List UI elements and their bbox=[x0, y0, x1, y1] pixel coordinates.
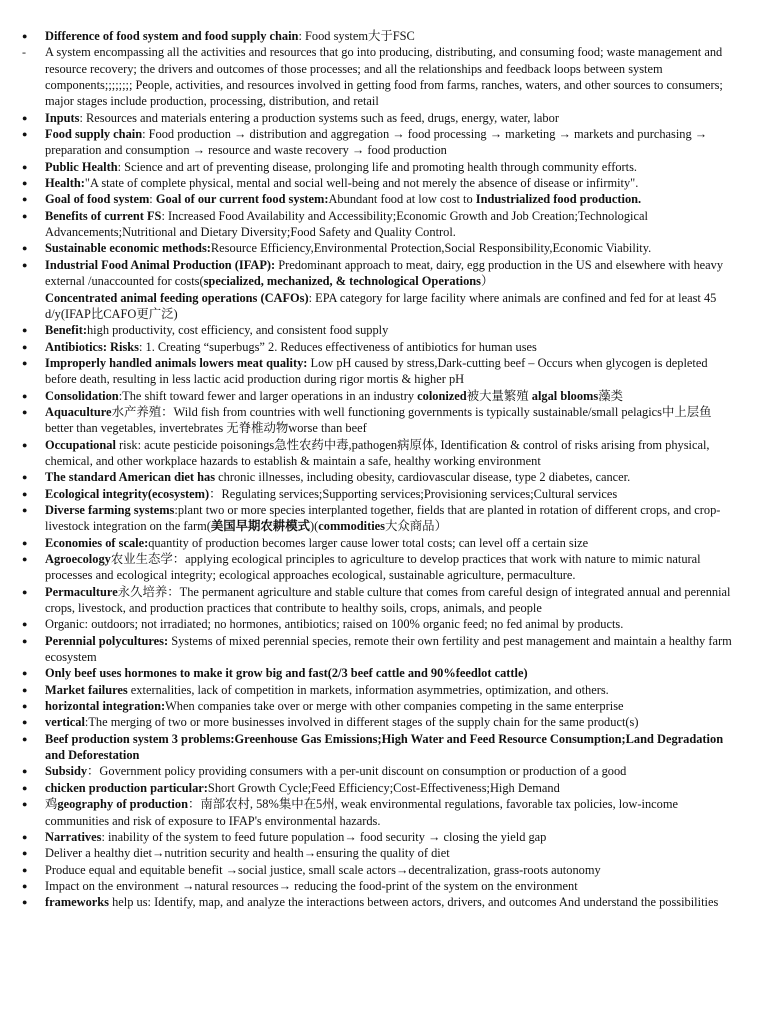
list-item bbox=[22, 388, 742, 404]
item-text: : Food system大于FSC bbox=[298, 29, 415, 43]
list-item bbox=[22, 780, 742, 796]
list-item bbox=[22, 486, 742, 502]
list-item bbox=[22, 796, 742, 829]
item-text: ：Government policy providing consumers with a per-unit discount on consumption or production of a good bbox=[87, 764, 627, 779]
item-text: externalities, lack of competition in markets, information asymmetries, optimization, and others. bbox=[127, 682, 609, 697]
list-item bbox=[22, 535, 742, 551]
item-text: Resource Efficiency,Environmental Protection,Social Responsibility,Economic Viability. bbox=[210, 241, 652, 256]
list-item bbox=[22, 175, 742, 191]
term-label: chicken production particular: bbox=[45, 780, 208, 795]
term-label: Goal of food system bbox=[45, 192, 150, 207]
item-text: Impact on the environment →natural resources→ reducing the food-print of the system on the environment bbox=[45, 878, 578, 893]
list-item bbox=[22, 355, 742, 388]
term-label: Economies of scale: bbox=[45, 535, 149, 550]
list-item bbox=[22, 339, 742, 355]
bullet-icon bbox=[22, 535, 45, 552]
list-item bbox=[22, 208, 742, 241]
item-text: 永久培养：The permanent agriculture and stable culture that comes from careful design of integrated annual and perennial crops, livestock, and production practices that contribute to healthy soils, crops, animals, and people bbox=[45, 584, 731, 616]
bullet-icon bbox=[22, 894, 45, 911]
bullet-icon bbox=[22, 551, 45, 568]
item-text: : Food production → distribution and aggregation → food processing → marketing → markets and purchasing → preparation and consumption → resource and waste recovery → food production bbox=[45, 127, 708, 158]
bullet-icon bbox=[22, 698, 45, 715]
term-label: Antibiotics: Risks bbox=[45, 339, 139, 354]
bullet-icon bbox=[22, 126, 45, 143]
item-text: high productivity, cost efficiency, and consistent food supply bbox=[86, 323, 389, 338]
term-label: Diverse farming systems bbox=[45, 502, 175, 517]
dash-icon bbox=[22, 44, 45, 60]
bullet-icon bbox=[22, 437, 45, 454]
item-text: Deliver a healthy diet→nutrition security and health→ensuring the quality of diet bbox=[45, 846, 450, 861]
sub-line bbox=[45, 290, 742, 323]
list-item bbox=[22, 110, 742, 126]
list-item bbox=[22, 159, 742, 175]
term-label: Perennial polycultures: bbox=[45, 633, 169, 648]
list-item bbox=[22, 191, 742, 207]
item-text: Produce equal and equitable benefit →social justice, small scale actors→decentralization, grass-roots autonomy bbox=[45, 862, 601, 877]
list-item bbox=[22, 731, 742, 764]
item-text: : bbox=[149, 192, 156, 207]
item-text: ：Regulating services;Supporting services;Provisioning services;Cultural services bbox=[209, 486, 618, 501]
item-text: : Science and art of preventing disease, prolonging life and promoting health through community efforts. bbox=[117, 159, 638, 174]
bullet-icon bbox=[22, 110, 45, 127]
list-item bbox=[22, 616, 742, 632]
list-item bbox=[22, 240, 742, 256]
term-label: Industrial Food Animal Production (IFAP): bbox=[45, 257, 276, 272]
bullet-icon bbox=[22, 28, 45, 45]
item-text: ：南部农村, 58%集中在5州, weak environmental regulations, favorable tax policies, low-income communities and risk of exposure to IFAP's environmental hazards. bbox=[45, 797, 678, 828]
term-label: Only beef uses hormones to make it grow big and fast(2/3 beef cattle and 90%feedlot cattle) bbox=[45, 666, 528, 681]
list-item bbox=[22, 584, 742, 617]
list-item bbox=[22, 829, 742, 845]
list-item bbox=[22, 763, 742, 779]
bullet-icon bbox=[22, 469, 45, 486]
item-text: "A state of complete physical, mental and social well-being and not merely the absence of disease or infirmity". bbox=[84, 176, 639, 191]
item-text: chronic illnesses, including obesity, cardiovascular disease, type 2 diabetes, cancer. bbox=[215, 470, 631, 485]
item-text: 大众商品） bbox=[385, 519, 447, 534]
item-text: Organic: outdoors; not irradiated; no hormones, antibiotics; raised on 100% organic feed; no fed animal by products. bbox=[45, 617, 624, 632]
list-item bbox=[22, 665, 742, 681]
item-text: Systems of mixed perennial species, remote their own fertility and pest management and maintain a healthy farm ecosystem bbox=[45, 633, 732, 665]
item-text: 藻类 bbox=[598, 388, 623, 403]
bullet-icon bbox=[22, 486, 45, 503]
bullet-icon bbox=[22, 584, 45, 601]
item-text: 水产养殖：Wild fish from countries with well functioning governments is typically sustainable/small pelagics中上层鱼 better than vegetables, invertebrates 无脊椎动物worse than beef bbox=[45, 404, 712, 436]
term-label: Health: bbox=[45, 176, 85, 191]
term-label: Goal of our current food system: bbox=[155, 192, 329, 207]
item-text: risk: acute pesticide poisonings急性农药中毒,pathogen病原体, Identification & control of risks arising from physical, chemical, and other workplace hazards to establish & maintain a safe, healthy working environment bbox=[45, 437, 710, 468]
item-text: A system encompassing all the activities and resources that go into producing, distributing, and consuming food; waste management and resource recovery; the drivers and outcomes of those processes; and all the relationships and feedback loops between system components;;;;;;;; People, activities, and resources involved in getting food from farms, ranches, waters, and other sources to consumers; major stages include production, processing, distribution, and retail bbox=[45, 45, 723, 109]
list-item bbox=[22, 257, 742, 322]
term-label: Aquaculture bbox=[45, 404, 112, 419]
term-label: Consolidation bbox=[45, 388, 119, 403]
list-item bbox=[22, 682, 742, 698]
bullet-icon bbox=[22, 862, 45, 879]
bullet-icon bbox=[22, 665, 45, 682]
term-label: Industrialized food production. bbox=[475, 192, 642, 207]
bullet-icon bbox=[22, 208, 45, 225]
bullet-icon bbox=[22, 682, 45, 699]
term-label: Agroecology bbox=[45, 552, 111, 566]
term-label: Food supply chain bbox=[45, 127, 143, 142]
term-label: colonized bbox=[417, 388, 467, 403]
term-label: Occupational bbox=[45, 437, 116, 452]
term-label: Concentrated animal feeding operations (CAFOs) bbox=[45, 290, 309, 305]
term-label: vertical bbox=[45, 715, 85, 730]
item-text: help us: Identify, map, and analyze the interactions between actors, drivers, and outcomes And understand the possibilities bbox=[109, 895, 719, 910]
bullet-icon bbox=[22, 796, 45, 813]
term-label: Improperly handled animals lowers meat quality: bbox=[45, 355, 308, 370]
term-label: Inputs bbox=[45, 110, 80, 125]
term-label: Subsidy bbox=[45, 764, 88, 779]
list-item bbox=[22, 894, 742, 910]
item-text: 鸡 bbox=[45, 797, 58, 812]
bullet-icon bbox=[22, 257, 45, 274]
list-item bbox=[22, 878, 742, 894]
list-item bbox=[22, 502, 742, 535]
item-text: Predominant approach to meat, dairy, egg production in the US and elsewhere with heavy external /unaccounted for costs( bbox=[45, 257, 724, 289]
term-label: Public Health bbox=[45, 159, 118, 174]
bullet-icon bbox=[22, 388, 45, 405]
item-text: : 1. Creating “superbugs” 2. Reduces effectiveness of antibiotics for human uses bbox=[138, 339, 537, 354]
bullet-icon bbox=[22, 845, 45, 862]
term-label: Market failures bbox=[45, 682, 128, 697]
list-item bbox=[22, 633, 742, 666]
list-item bbox=[22, 126, 742, 159]
bullet-icon bbox=[22, 633, 45, 650]
term-label: Beef production system 3 problems:Greenhouse Gas Emissions;High Water and Feed Resource Consumption;Land Degradation and Deforestation bbox=[45, 731, 724, 763]
term-label: frameworks bbox=[45, 895, 109, 910]
item-text: : Increased Food Availability and Accessibility;Economic Growth and Job Creation;Technological Advancements;Nutritional and Dietary Diversity;Food Safety and Quality Control. bbox=[45, 208, 648, 240]
term-label: specialized, mechanized, & technological Operations bbox=[203, 274, 481, 289]
item-text: 被大量繁殖 bbox=[466, 388, 532, 403]
bullet-icon bbox=[22, 404, 45, 421]
term-label: geography of production bbox=[57, 797, 188, 812]
item-text: Low pH caused by stress,Dark-cutting beef – Occurs when glycogen is depleted before death, resulting in less lactic acid production during rigor mortis & higher pH bbox=[45, 355, 708, 387]
item-text: 农业生态学：applying ecological principles to agriculture to develop practices that work with nature to mimic natural processes and ecological integrity; ecological approaches ecological, sustainable agriculture, permaculture. bbox=[45, 552, 701, 583]
term-label: Sustainable economic methods: bbox=[45, 241, 211, 256]
bullet-icon bbox=[22, 175, 45, 192]
bullet-icon bbox=[22, 731, 45, 748]
notes-list bbox=[22, 28, 742, 911]
item-text: :plant two or more species interplanted together, fields that are planted in rotation of different crops, and crop-livestock integration on the farm( bbox=[45, 502, 721, 534]
list-item bbox=[22, 469, 742, 485]
list-item bbox=[22, 698, 742, 714]
term-label: algal blooms bbox=[531, 388, 599, 403]
list-item bbox=[22, 437, 742, 470]
list-item bbox=[22, 862, 742, 878]
term-label: Narratives bbox=[45, 829, 102, 844]
bullet-icon bbox=[22, 616, 45, 633]
term-label: 美国早期农耕模式 bbox=[210, 519, 310, 534]
bullet-icon bbox=[22, 322, 45, 339]
item-text: Abundant food at low cost to bbox=[328, 192, 476, 207]
list-item bbox=[22, 44, 742, 109]
item-text: : inability of the system to feed future population→ food security → closing the yield gap bbox=[101, 829, 547, 844]
bullet-icon bbox=[22, 780, 45, 797]
list-item bbox=[22, 404, 742, 437]
item-text: :The merging of two or more businesses involved in different stages of the supply chain for the same product(s) bbox=[84, 715, 639, 730]
bullet-icon bbox=[22, 355, 45, 372]
term-label: The standard American diet has bbox=[45, 470, 216, 485]
item-text: :The shift toward fewer and larger operations in an industry bbox=[118, 388, 418, 403]
bullet-icon bbox=[22, 502, 45, 519]
item-text: : EPA category for large facility where animals are confined and fed for at least 45 d/y(IFAP比CAFO更广泛) bbox=[45, 290, 717, 321]
item-text: Short Growth Cycle;Feed Efficiency;Cost-Effectiveness;High Demand bbox=[207, 780, 560, 795]
bullet-icon bbox=[22, 763, 45, 780]
list-item bbox=[22, 714, 742, 730]
bullet-icon bbox=[22, 240, 45, 257]
term-label: horizontal integration: bbox=[45, 699, 166, 714]
term-label: Difference of food system and food supply chain bbox=[45, 29, 299, 43]
list-item bbox=[22, 551, 742, 584]
list-item bbox=[22, 322, 742, 338]
term-label: Benefit: bbox=[45, 323, 87, 338]
bullet-icon bbox=[22, 714, 45, 731]
item-text: ） bbox=[481, 274, 494, 289]
bullet-icon bbox=[22, 829, 45, 846]
term-label: Permaculture bbox=[45, 584, 118, 599]
item-text: quantity of production becomes larger cause lower total costs; can level off a certain size bbox=[148, 535, 589, 550]
bullet-icon bbox=[22, 191, 45, 208]
term-label: Benefits of current FS bbox=[45, 208, 162, 223]
term-label: commodities bbox=[318, 519, 386, 534]
item-text: When companies take over or merge with other companies competing in the same enterprise bbox=[165, 699, 624, 714]
list-item bbox=[22, 845, 742, 861]
list-item bbox=[22, 28, 742, 44]
term-label: Ecological integrity(ecosystem) bbox=[45, 486, 210, 501]
bullet-icon bbox=[22, 339, 45, 356]
bullet-icon bbox=[22, 878, 45, 895]
bullet-icon bbox=[22, 159, 45, 176]
item-text: )( bbox=[309, 519, 319, 534]
item-text: : Resources and materials entering a production systems such as feed, drugs, energy, water, labor bbox=[79, 110, 559, 125]
